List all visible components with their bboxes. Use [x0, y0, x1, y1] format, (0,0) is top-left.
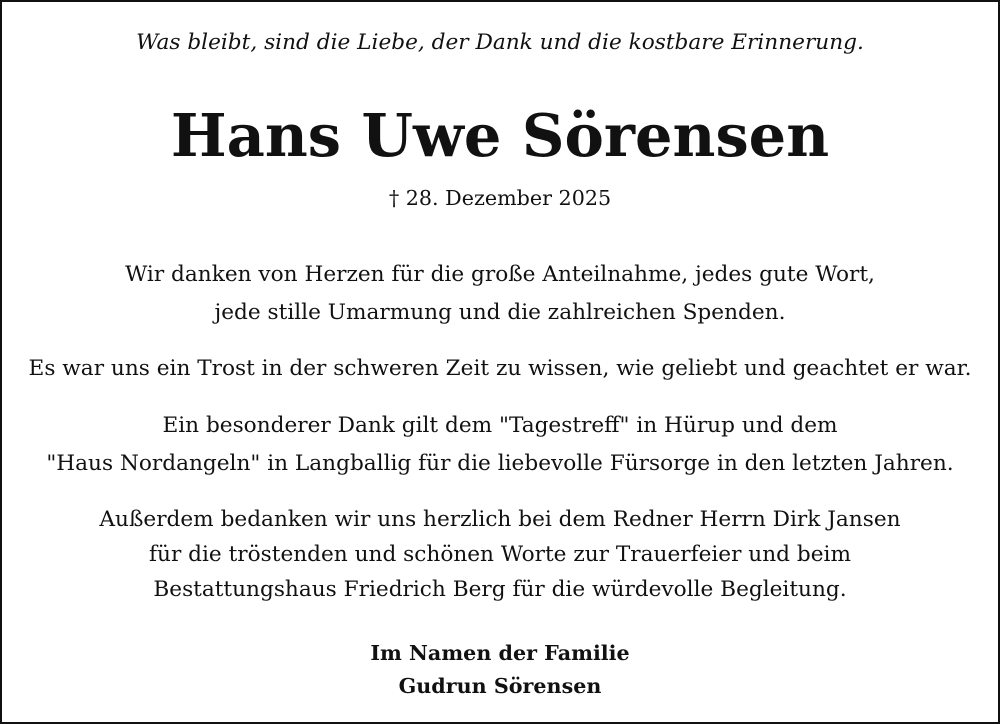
thanks-line: jede stille Umarmung und die zahlreichen Spenden.	[214, 300, 786, 325]
motto: Was bleibt, sind die Liebe, der Dank und die kostbare Erinnerung.	[136, 30, 864, 55]
special-thanks-line: Ein besonderer Dank gilt dem "Tagestreff" in Hürup und dem	[162, 413, 838, 438]
signature-name: Gudrun Sörensen	[398, 674, 602, 698]
deceased-name: Hans Uwe Sörensen	[170, 101, 830, 170]
death-date: † 28. Dezember 2025	[388, 186, 612, 210]
thanks-line: Wir danken von Herzen für die große Anteilnahme, jedes gute Wort,	[125, 262, 875, 287]
additional-thanks-line: für die tröstenden und schönen Worte zur Trauerfeier und beim	[149, 542, 851, 567]
comfort-line: Es war uns ein Trost in der schweren Zeit zu wissen, wie geliebt und geachtet er war.	[28, 356, 972, 381]
additional-thanks-line: Bestattungshaus Friedrich Berg für die würdevolle Begleitung.	[153, 577, 847, 602]
signature-family: Im Namen der Familie	[370, 641, 630, 665]
special-thanks-line: "Haus Nordangeln" in Langballig für die liebevolle Fürsorge in den letzten Jahren.	[46, 451, 954, 476]
additional-thanks-line: Außerdem bedanken wir uns herzlich bei dem Redner Herrn Dirk Jansen	[99, 507, 901, 532]
